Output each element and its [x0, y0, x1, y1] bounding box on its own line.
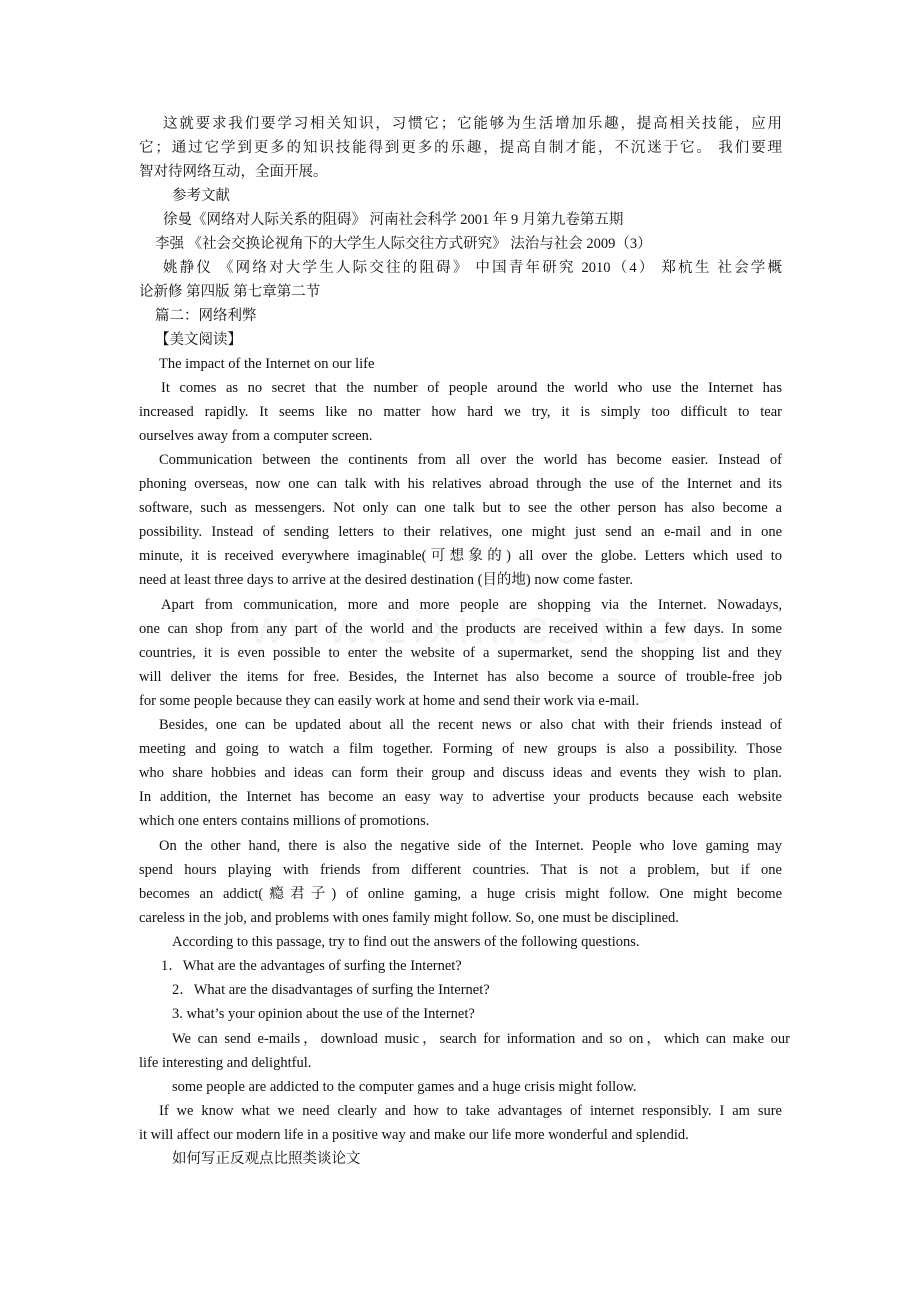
- body-text-line: meeting and going to watch a film together. Forming of new groups is also a possibility. Those: [139, 741, 782, 757]
- section-heading: 如何写正反观点比照类谈论文: [172, 1151, 361, 1167]
- article-title: The impact of the Internet on our life: [159, 356, 375, 372]
- answer-text-line: some people are addicted to the computer games and a huge crisis might follow.: [172, 1079, 637, 1095]
- references-heading: 参考文献: [172, 188, 230, 204]
- body-text-line: for some people because they can easily work at home and send their work via e-mail.: [139, 693, 640, 709]
- reference-entry: 徐曼《网络对人际关系的阻碍》 河南社会科学 2001 年 9 月第九卷第五期: [163, 212, 624, 228]
- reference-entry: 姚静仪 《网络对大学生人际交往的阻碍》 中国青年研究 2010（4） 郑杭生 社会学概: [163, 260, 782, 276]
- body-text-line: possibility. Instead of sending letters to their relatives, one might just send an e-mail and in one: [139, 524, 782, 540]
- reference-entry: 论新修 第四版 第七章第二节: [139, 284, 321, 300]
- body-text-line: countries, it is even possible to enter the website of a supermarket, send the shopping list and they: [139, 645, 782, 661]
- answer-text-line: life interesting and delightful.: [139, 1055, 312, 1071]
- body-text-line: increased rapidly. It seems like no matter how hard we try, it is simply too difficult to tear: [139, 404, 782, 420]
- question-item: 3. what’s your opinion about the use of the Internet?: [172, 1006, 475, 1022]
- question-intro: According to this passage, try to find out the answers of the following questions.: [172, 934, 640, 950]
- body-text-line: minute, it is received everywhere imaginable(可想象的) all over the globe. Letters which used to: [139, 548, 782, 564]
- answer-text-line: We can send e-mails，download music，search for information and so on，which can make our: [172, 1031, 790, 1047]
- body-text-line: software, such as messengers. Not only can one talk but to see the other person has also become a: [139, 500, 782, 516]
- body-text-line: ourselves away from a computer screen.: [139, 428, 373, 444]
- body-text-line: need at least three days to arrive at the desired destination (目的地) now come faster.: [139, 572, 634, 588]
- reference-entry: 李强 《社会交换论视角下的大学生人际交往方式研究》 法治与社会 2009（3）: [155, 236, 652, 252]
- answer-text-line: it will affect our modern life in a positive way and make our life more wonderful and splendid.: [139, 1127, 689, 1143]
- body-text-line: On the other hand, there is also the negative side of the Internet. People who love gaming may: [159, 838, 782, 854]
- answer-text-line: If we know what we need clearly and how to take advantages of internet responsibly. I am sure: [159, 1103, 782, 1119]
- body-text-line: phoning overseas, now one can talk with his relatives abroad through the use of the Internet and its: [139, 476, 782, 492]
- section-subheading: 【美文阅读】: [155, 332, 242, 348]
- question-item: 2．What are the disadvantages of surfing the Internet?: [172, 982, 490, 998]
- body-text-line: In addition, the Internet has become an easy way to advertise your products because each website: [139, 789, 782, 805]
- body-text-line: who share hobbies and ideas can form their group and discuss ideas and events they wish to plan.: [139, 765, 782, 781]
- body-text-line: 智对待网络互动，全面开展。: [139, 164, 328, 180]
- body-text-line: which one enters contains millions of promotions.: [139, 813, 430, 829]
- body-text-line: Apart from communication, more and more people are shopping via the Internet. Nowadays,: [161, 597, 782, 613]
- body-text-line: Besides, one can be updated about all the recent news or also chat with their friends instead of: [159, 717, 782, 733]
- body-text-line: It comes as no secret that the number of people around the world who use the Internet has: [161, 380, 782, 396]
- body-text-line: Communication between the continents from all over the world has become easier. Instead of: [159, 452, 782, 468]
- body-text-line: careless in the job, and problems with ones family might follow. So, one must be disciplined.: [139, 910, 679, 926]
- body-text-line: spend hours playing with friends from different countries. That is not a problem, but if one: [139, 862, 782, 878]
- section-heading: 篇二：网络利弊: [155, 308, 257, 324]
- question-item: 1．What are the advantages of surfing the Internet?: [161, 958, 462, 974]
- body-text-line: one can shop from any part of the world and the products are received within a few days. In some: [139, 621, 782, 637]
- body-text-line: 这就要求我们要学习相关知识，习惯它；它能够为生活增加乐趣，提高相关技能，应用: [163, 116, 782, 132]
- body-text-line: becomes an addict(瘾君子) of online gaming, a huge crisis might follow. One might become: [139, 886, 782, 902]
- body-text-line: 它；通过它学到更多的知识技能得到更多的乐趣，提高自制才能，不沉迷于它。 我们要理: [139, 140, 782, 156]
- body-text-line: will deliver the items for free. Besides, the Internet has also become a source of trouble-free job: [139, 669, 782, 685]
